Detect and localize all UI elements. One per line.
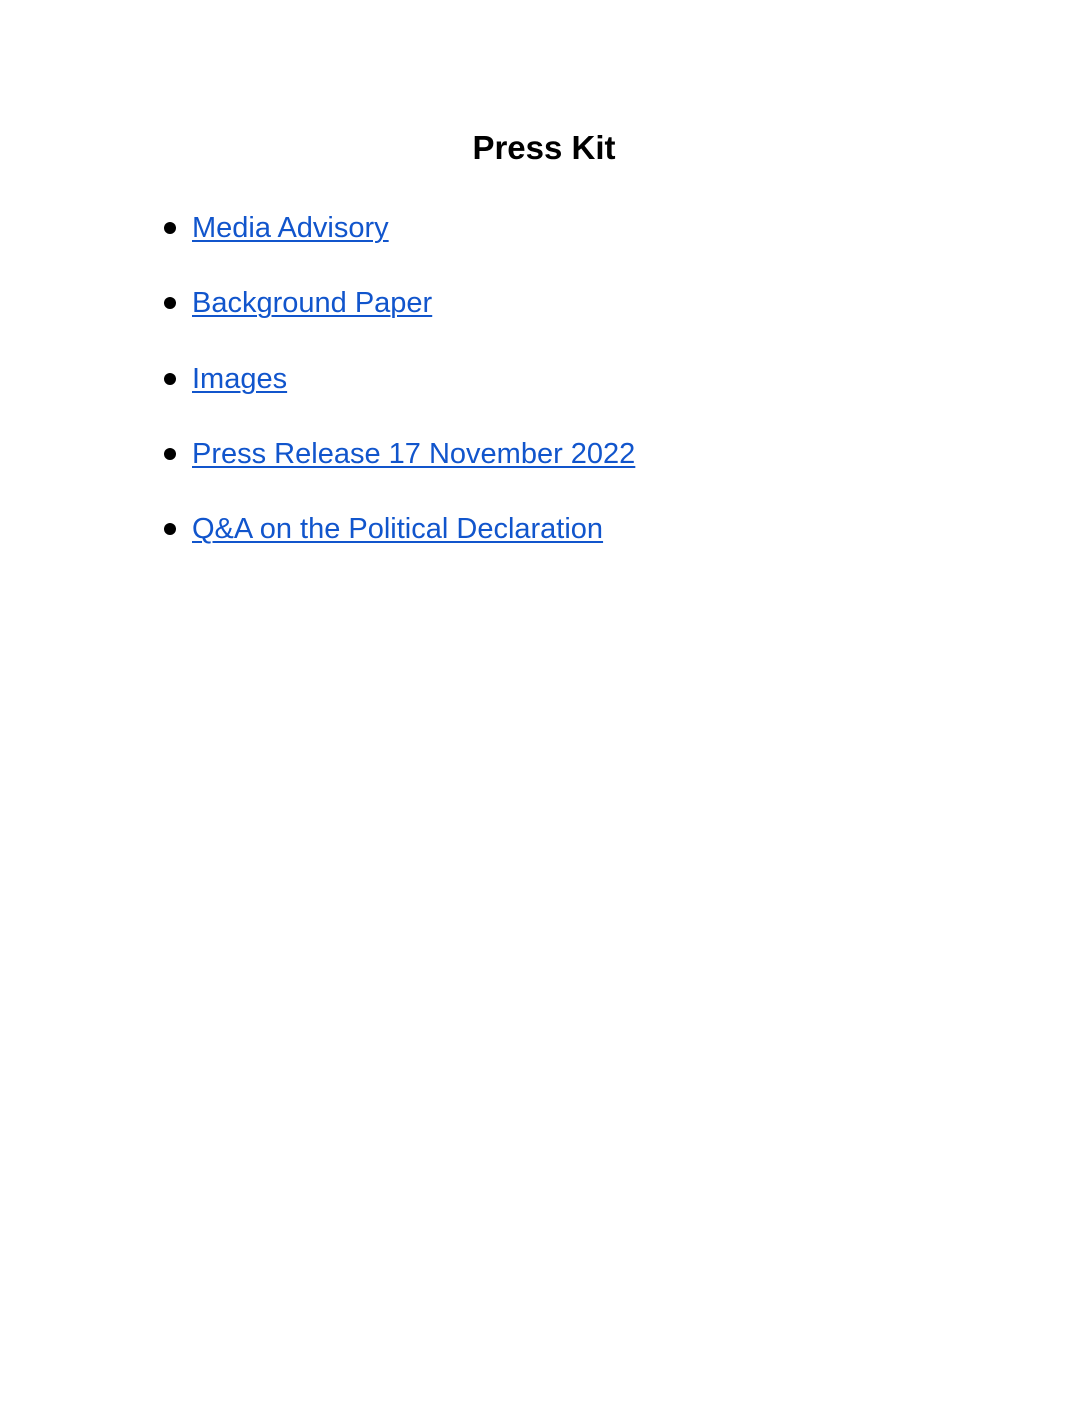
background-paper-link[interactable]: Background Paper — [192, 287, 433, 320]
bullet-icon — [164, 222, 176, 234]
qa-political-declaration-link[interactable]: Q&A on the Political Declaration — [192, 513, 604, 546]
bullet-icon — [164, 373, 176, 385]
page-title: Press Kit — [472, 129, 616, 166]
bullet-icon — [164, 523, 176, 535]
press-release-link[interactable]: Press Release 17 November 2022 — [192, 437, 636, 470]
bullet-icon — [164, 297, 176, 309]
media-advisory-link[interactable]: Media Advisory — [192, 212, 389, 244]
images-link[interactable]: Images — [192, 362, 288, 395]
bullet-icon — [164, 448, 176, 460]
